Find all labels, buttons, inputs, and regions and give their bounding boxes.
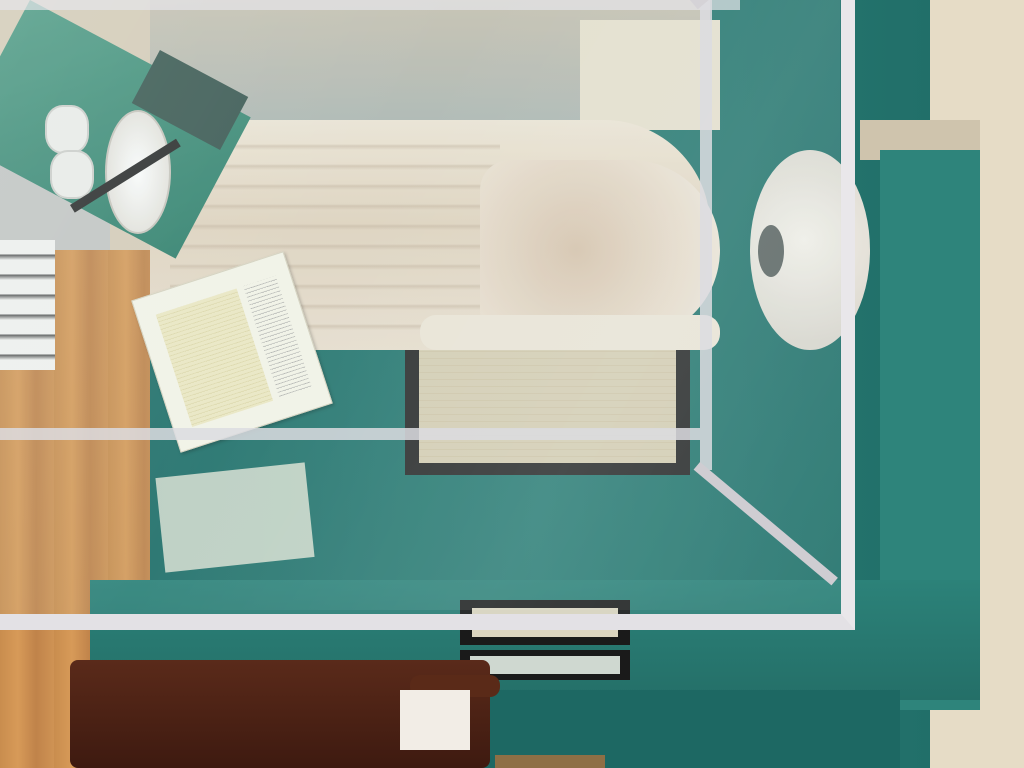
case-top-rail: [0, 0, 740, 10]
chair-seat-cushion: [400, 690, 470, 750]
case-vertical-rail: [700, 0, 712, 470]
picture-frame-edge: [495, 755, 605, 768]
case-mid-rail: [0, 428, 700, 440]
